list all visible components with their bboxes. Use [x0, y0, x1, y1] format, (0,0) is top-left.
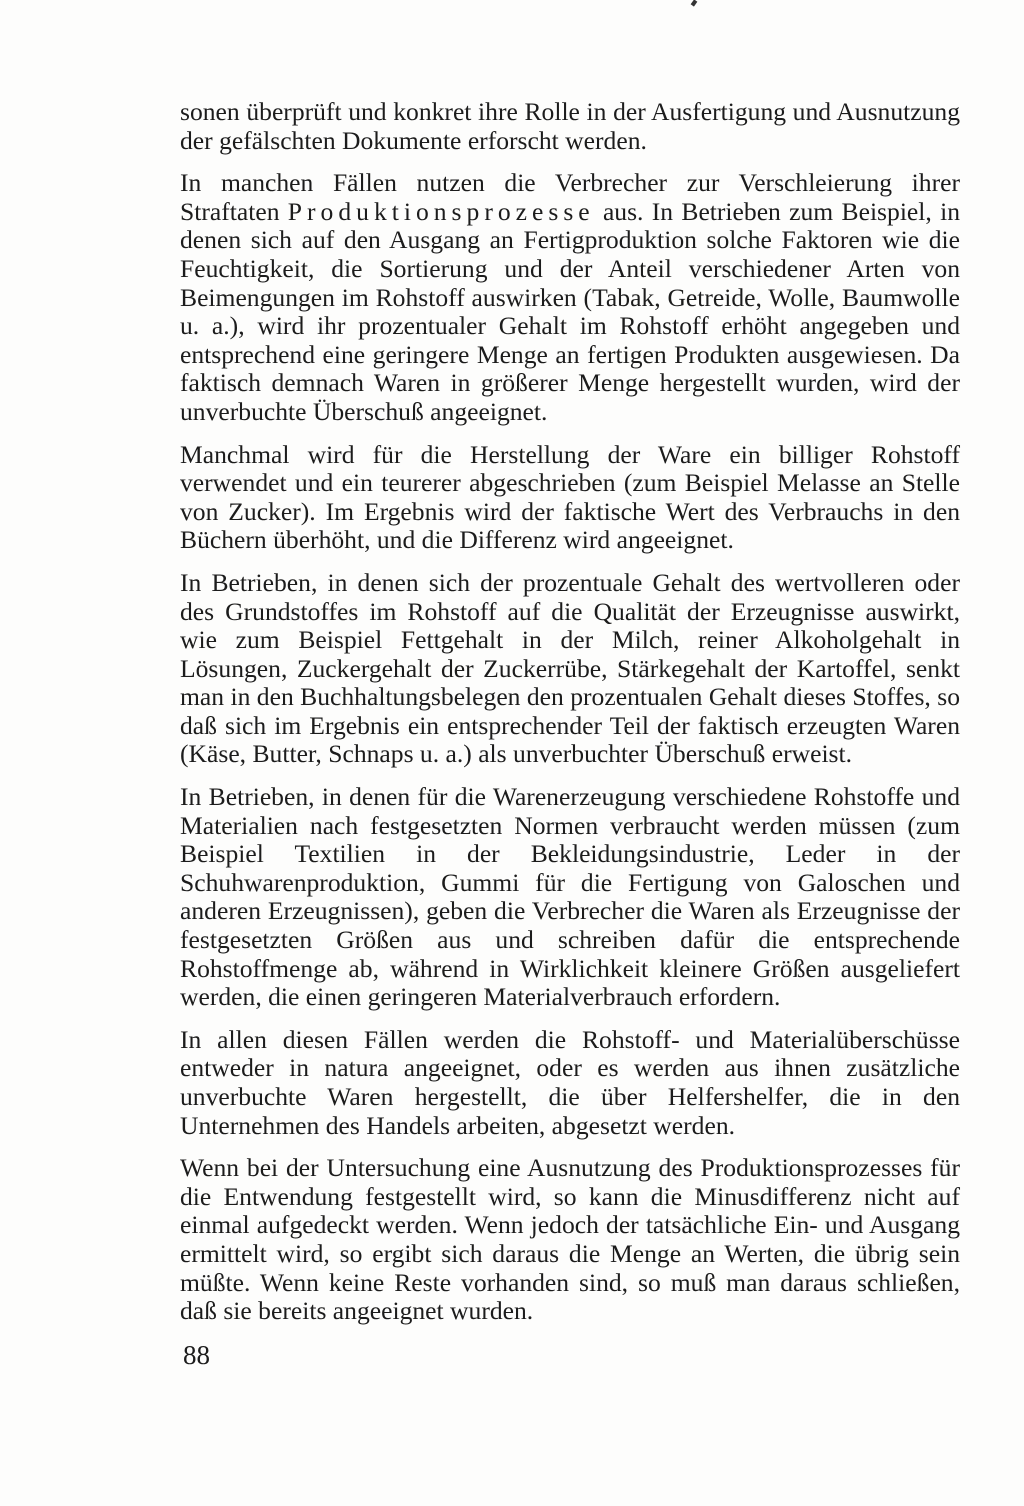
paragraph-2-rest: aus. In Betrieben zum Beispiel, in denen sich auf den Ausgang an Fertigproduktion solche Faktoren wie die Feuchtigkeit, die Sortierung und der Anteil verschiedener Arten von Beimengungen im Rohstoff auswirken (Tabak, Getreide, Wolle, Baumwolle u. a.), wird ihr prozentualer Gehalt im Rohstoff erhöht angegeben und entsprechend eine geringere Menge an fertigen Produkten ausgewiesen. Da faktisch demnach Waren in größerer Menge hergestellt wurden, wird der unverbuchte Überschuß angeeignet. [180, 196, 961, 426]
emphasized-term: Produktionsprozesse [287, 196, 595, 226]
paragraph-3: Manchmal wird für die Herstellung der Ware ein billiger Rohstoff verwendet und ein teurerer abgeschrieben (zum Beispiel Melasse an Stelle von Zucker). Im Ergebnis wird der faktische Wert des Verbrauchs in den Büchern überhöht, und die Differenz wird angeeignet. [180, 439, 960, 555]
paragraph-7: Wenn bei der Untersuchung eine Ausnutzung des Produktionsprozesses für die Entwendung festgestellt wird, so kann die Minusdifferenz nicht auf einmal aufgedeckt werden. Wenn jedoch der tatsächliche Ein- und Ausgang ermittelt wird, so ergibt sich daraus die Menge an Werten, die übrig sein müßte. Wenn keine Reste vorhanden sind, so muß man daraus schließen, daß sie bereits angeeignet wurden. [180, 1153, 960, 1326]
body-text [180, 98, 960, 1340]
print-speck [691, 0, 698, 7]
paragraph-1: sonen überprüft und konkret ihre Rolle in der Ausfertigung und Ausnutzung der gefälschten Dokumente erforscht werden. [180, 97, 960, 155]
paragraph-2-start: In manchen Fällen nutzen die Verbrecher zur Verschleierung ihrer Straftaten [180, 168, 960, 226]
paragraph-4: In Betrieben, in denen sich der prozentuale Gehalt des wertvolleren oder des Grundstoffes im Rohstoff auf die Qualität der Erzeugnisse auswirkt, wie zum Beispiel Fettgehalt in der Milch, reiner Alkoholgehalt in Lösungen, Zuckergehalt der Zuckerrübe, Stärkegehalt der Kartoffel, senkt man in den Buchhaltungsbelegen den prozentualen Gehalt dieses Stoffes, so daß sich im Ergebnis ein entsprechender Teil der faktisch erzeugten Waren (Käse, Butter, Schnaps u. a.) als unverbuchter Überschuß erweist. [180, 567, 960, 769]
paragraph-2 [180, 169, 960, 426]
paragraph-5: In Betrieben, in denen für die Warenerzeugung verschiedene Rohstoffe und Materialien nach festgesetzten Normen verbraucht werden müssen (zum Beispiel Textilien in der Bekleidungsindustrie, Leder in der Schuhwarenproduktion, Gummi für die Fertigung von Galoschen und anderen Erzeugnissen), geben die Verbrecher die Waren als Erzeugnisse der festgesetzten Größen aus und schreiben dafür die entsprechende Rohstoffmenge ab, während in Wirklichkeit kleinere Größen ausgeliefert werden, die einen geringeren Materialverbrauch erfordern. [180, 782, 960, 1012]
page-number: 88 [183, 1340, 210, 1370]
paragraph-6: In allen diesen Fällen werden die Rohstoff- und Materialüberschüsse entweder in natura angeeignet, oder es werden aus ihnen zusätzliche unverbuchte Waren hergestellt, die über Helfershelfer, die in den Unternehmen des Handels arbeiten, abgesetzt werden. [180, 1024, 960, 1140]
